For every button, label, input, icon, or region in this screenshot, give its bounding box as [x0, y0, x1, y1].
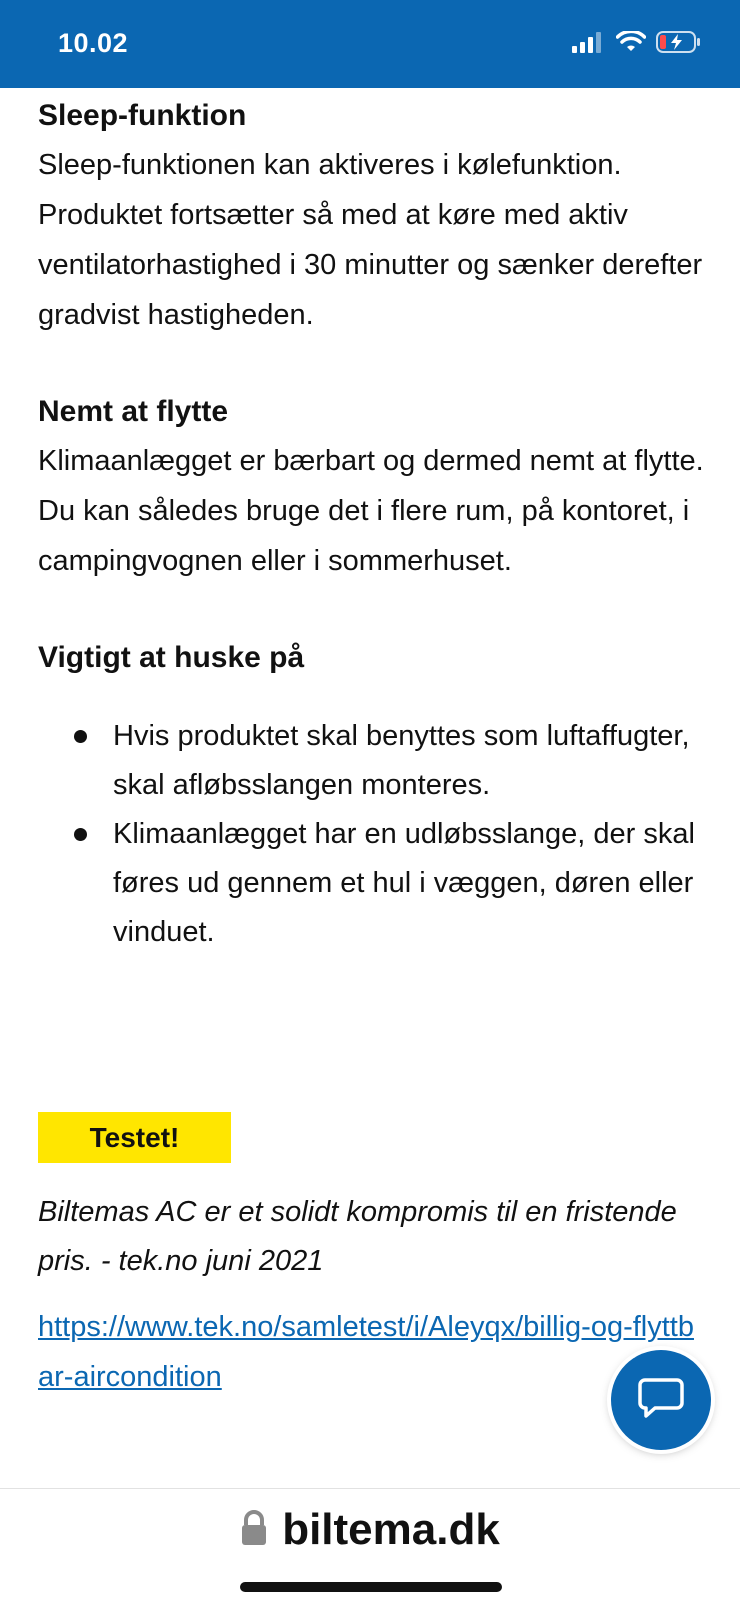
article-content [38, 92, 708, 957]
url-display[interactable] [0, 1505, 740, 1555]
status-time: 10.02 [58, 28, 129, 58]
battery-charging-icon [656, 30, 702, 59]
sleep-function-text: Sleep-funktionen kan aktiveres i kølefunktion. Produktet fortsætter så med at køre med aktiv ventilatorhastighed i 30 minutter og sænker derefter gradvist hastigheden. [38, 149, 703, 331]
list-item-text: Klimaanlægget har en udløbsslange, der skal føres ud gennem et hul i væggen, døren eller vinduet. [113, 818, 695, 948]
list-item [38, 712, 708, 810]
chat-button[interactable] [611, 1350, 711, 1450]
status-bar [0, 0, 740, 88]
review-quote: Biltemas AC er et solidt kompromis til en fristende pris. - tek.no juni 2021 [38, 1196, 677, 1277]
bullet-icon [74, 828, 87, 841]
wifi-icon [616, 31, 646, 58]
sleep-function-heading: Sleep-funktion [38, 99, 247, 132]
chat-bubble-icon [637, 1376, 685, 1425]
cellular-signal-icon [572, 31, 606, 58]
home-indicator[interactable] [240, 1582, 502, 1592]
remember-list [38, 712, 708, 957]
tested-badge: Testet! [38, 1112, 231, 1163]
bullet-icon [74, 730, 87, 743]
easy-to-move-text: Klimaanlægget er bærbart og dermed nemt at flytte. Du kan således bruge det i flere rum, på kontoret, i campingvognen eller i sommerhuset. [38, 445, 704, 577]
review-link[interactable]: https://www.tek.no/samletest/i/Aleyqx/billig-og-flyttbar-aircondition [38, 1311, 694, 1393]
browser-address-bar [0, 1488, 740, 1601]
list-item [38, 810, 708, 957]
domain-text: biltema.dk [282, 1505, 500, 1554]
status-icons [572, 30, 702, 59]
lock-icon [240, 1510, 268, 1551]
easy-to-move-heading: Nemt at flytte [38, 395, 229, 428]
list-item-text: Hvis produktet skal benyttes som luftaffugter, skal afløbsslangen monteres. [113, 720, 690, 801]
remember-heading: Vigtigt at huske på [38, 641, 305, 674]
